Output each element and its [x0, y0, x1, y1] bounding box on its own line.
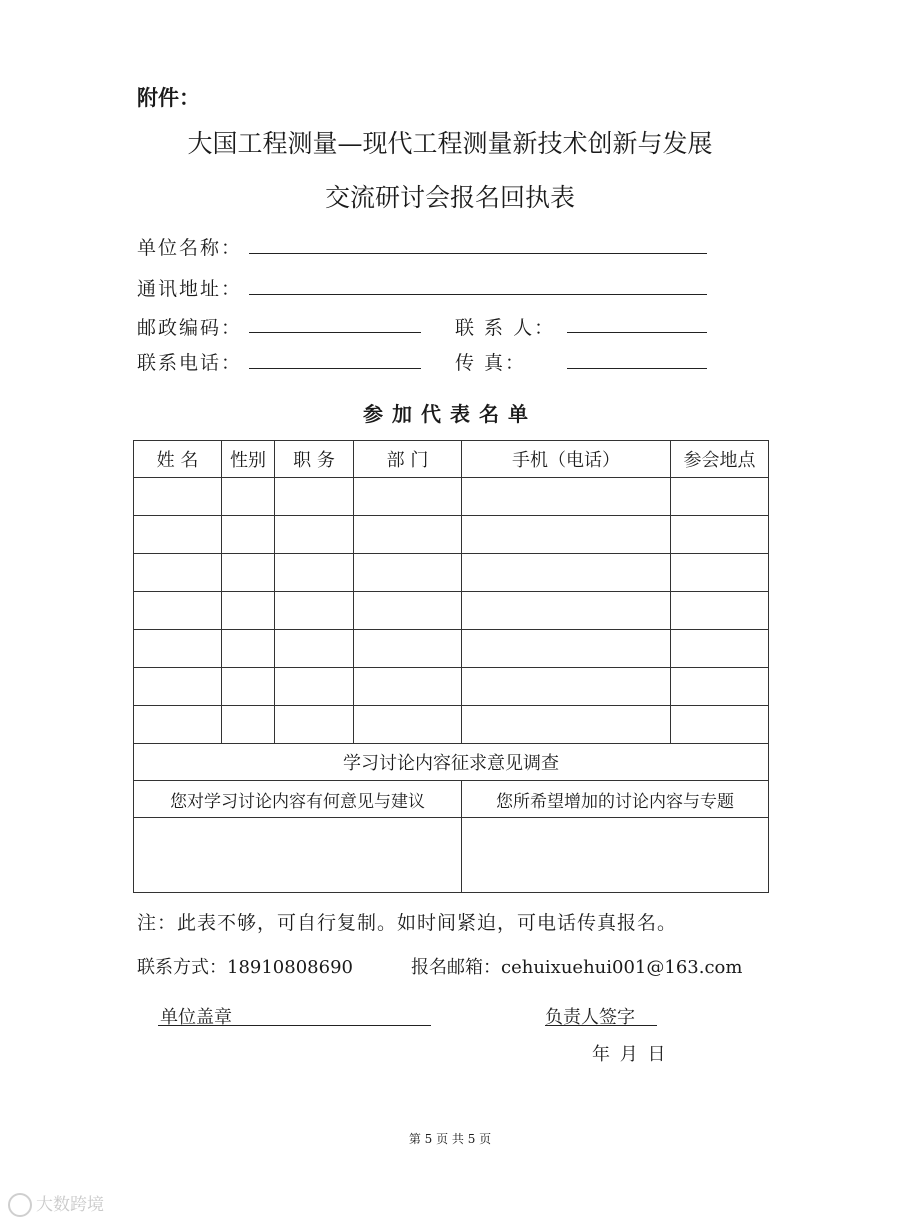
table-row	[134, 478, 769, 516]
table-cell[interactable]	[134, 554, 222, 592]
table-cell[interactable]	[462, 478, 671, 516]
table-cell[interactable]	[134, 630, 222, 668]
table-cell[interactable]	[671, 706, 769, 744]
table-cell[interactable]	[354, 668, 462, 706]
fax-label: 传 真：	[455, 352, 527, 374]
col-name-header: 姓 名	[134, 441, 222, 478]
unit-stamp-label: 单位盖章	[160, 1007, 232, 1028]
unit-stamp-field[interactable]	[158, 1025, 431, 1026]
table-cell[interactable]	[671, 668, 769, 706]
col-department-header: 部 门	[354, 441, 462, 478]
table-cell[interactable]	[354, 706, 462, 744]
contact-person-field[interactable]	[567, 332, 707, 333]
survey-suggestions-header: 您对学习讨论内容有何意见与建议	[134, 781, 462, 818]
fax-field[interactable]	[567, 368, 707, 369]
table-cell[interactable]	[354, 630, 462, 668]
address-field[interactable]	[249, 294, 707, 295]
postcode-field[interactable]	[249, 332, 421, 333]
phone-label: 联系电话：	[137, 352, 243, 374]
survey-answer-row	[134, 818, 769, 893]
address-label: 通讯地址：	[137, 278, 243, 300]
roster-table	[133, 440, 769, 893]
table-cell[interactable]	[354, 478, 462, 516]
contact-person-label: 联 系 人：	[455, 317, 556, 339]
survey-title: 学习讨论内容征求意见调查	[134, 744, 769, 781]
table-cell[interactable]	[462, 706, 671, 744]
table-cell[interactable]	[671, 554, 769, 592]
watermark	[8, 1190, 104, 1217]
footnote: 注：此表不够，可自行复制。如时间紧迫，可电话传真报名。	[137, 912, 678, 934]
col-mobile-header: 手机（电话）	[462, 441, 671, 478]
table-cell[interactable]	[275, 668, 354, 706]
contact-email[interactable]: 报名邮箱：cehuixuehui001@163.com	[411, 957, 743, 978]
table-cell[interactable]	[134, 478, 222, 516]
table-row	[134, 592, 769, 630]
table-row	[134, 630, 769, 668]
table-cell[interactable]	[462, 554, 671, 592]
table-cell[interactable]	[275, 516, 354, 554]
col-location-header: 参会地点	[671, 441, 769, 478]
page-number: 第 5 页 共 5 页	[408, 1132, 492, 1146]
signature-field[interactable]	[545, 1025, 657, 1026]
col-gender-header: 性别	[222, 441, 275, 478]
table-cell[interactable]	[354, 516, 462, 554]
survey-suggestions-field[interactable]	[134, 818, 462, 893]
title-line-1: 大国工程测量—现代工程测量新技术创新与发展	[187, 129, 713, 158]
table-row	[134, 554, 769, 592]
table-cell[interactable]	[222, 554, 275, 592]
table-cell[interactable]	[134, 592, 222, 630]
table-cell[interactable]	[222, 706, 275, 744]
table-cell[interactable]	[222, 630, 275, 668]
title-line-2: 交流研讨会报名回执表	[324, 183, 575, 212]
table-cell[interactable]	[275, 554, 354, 592]
postcode-label: 邮政编码：	[137, 317, 243, 339]
table-cell[interactable]	[462, 630, 671, 668]
table-cell[interactable]	[462, 516, 671, 554]
table-cell[interactable]	[222, 516, 275, 554]
table-cell[interactable]	[462, 668, 671, 706]
table-cell[interactable]	[671, 478, 769, 516]
table-row	[134, 706, 769, 744]
watermark-logo-icon	[8, 1193, 32, 1217]
unit-name-label: 单位名称：	[137, 237, 243, 259]
roster-header-row	[134, 441, 769, 478]
unit-name-field[interactable]	[249, 253, 707, 254]
table-cell[interactable]	[671, 592, 769, 630]
table-cell[interactable]	[354, 554, 462, 592]
table-cell[interactable]	[275, 478, 354, 516]
attachment-label: 附件：	[137, 86, 200, 110]
table-cell[interactable]	[134, 516, 222, 554]
col-title-header: 职 务	[275, 441, 354, 478]
roster-title: 参加代表名单	[363, 402, 537, 426]
table-row	[134, 668, 769, 706]
phone-field[interactable]	[249, 368, 421, 369]
signature-label: 负责人签字	[545, 1007, 635, 1028]
survey-header-row	[134, 781, 769, 818]
survey-topics-header: 您所希望增加的讨论内容与专题	[462, 781, 769, 818]
table-cell[interactable]	[671, 516, 769, 554]
table-cell[interactable]	[275, 592, 354, 630]
watermark-text: 大数跨境	[36, 1195, 104, 1215]
table-cell[interactable]	[354, 592, 462, 630]
date-label: 年 月 日	[592, 1044, 668, 1065]
table-cell[interactable]	[222, 668, 275, 706]
table-cell[interactable]	[275, 706, 354, 744]
table-cell[interactable]	[462, 592, 671, 630]
survey-topics-field[interactable]	[462, 818, 769, 893]
table-cell[interactable]	[134, 706, 222, 744]
table-cell[interactable]	[134, 668, 222, 706]
table-row	[134, 516, 769, 554]
table-cell[interactable]	[671, 630, 769, 668]
survey-title-row	[134, 744, 769, 781]
table-cell[interactable]	[275, 630, 354, 668]
contact-phone: 联系方式：18910808690	[137, 957, 353, 978]
table-cell[interactable]	[222, 478, 275, 516]
table-cell[interactable]	[222, 592, 275, 630]
